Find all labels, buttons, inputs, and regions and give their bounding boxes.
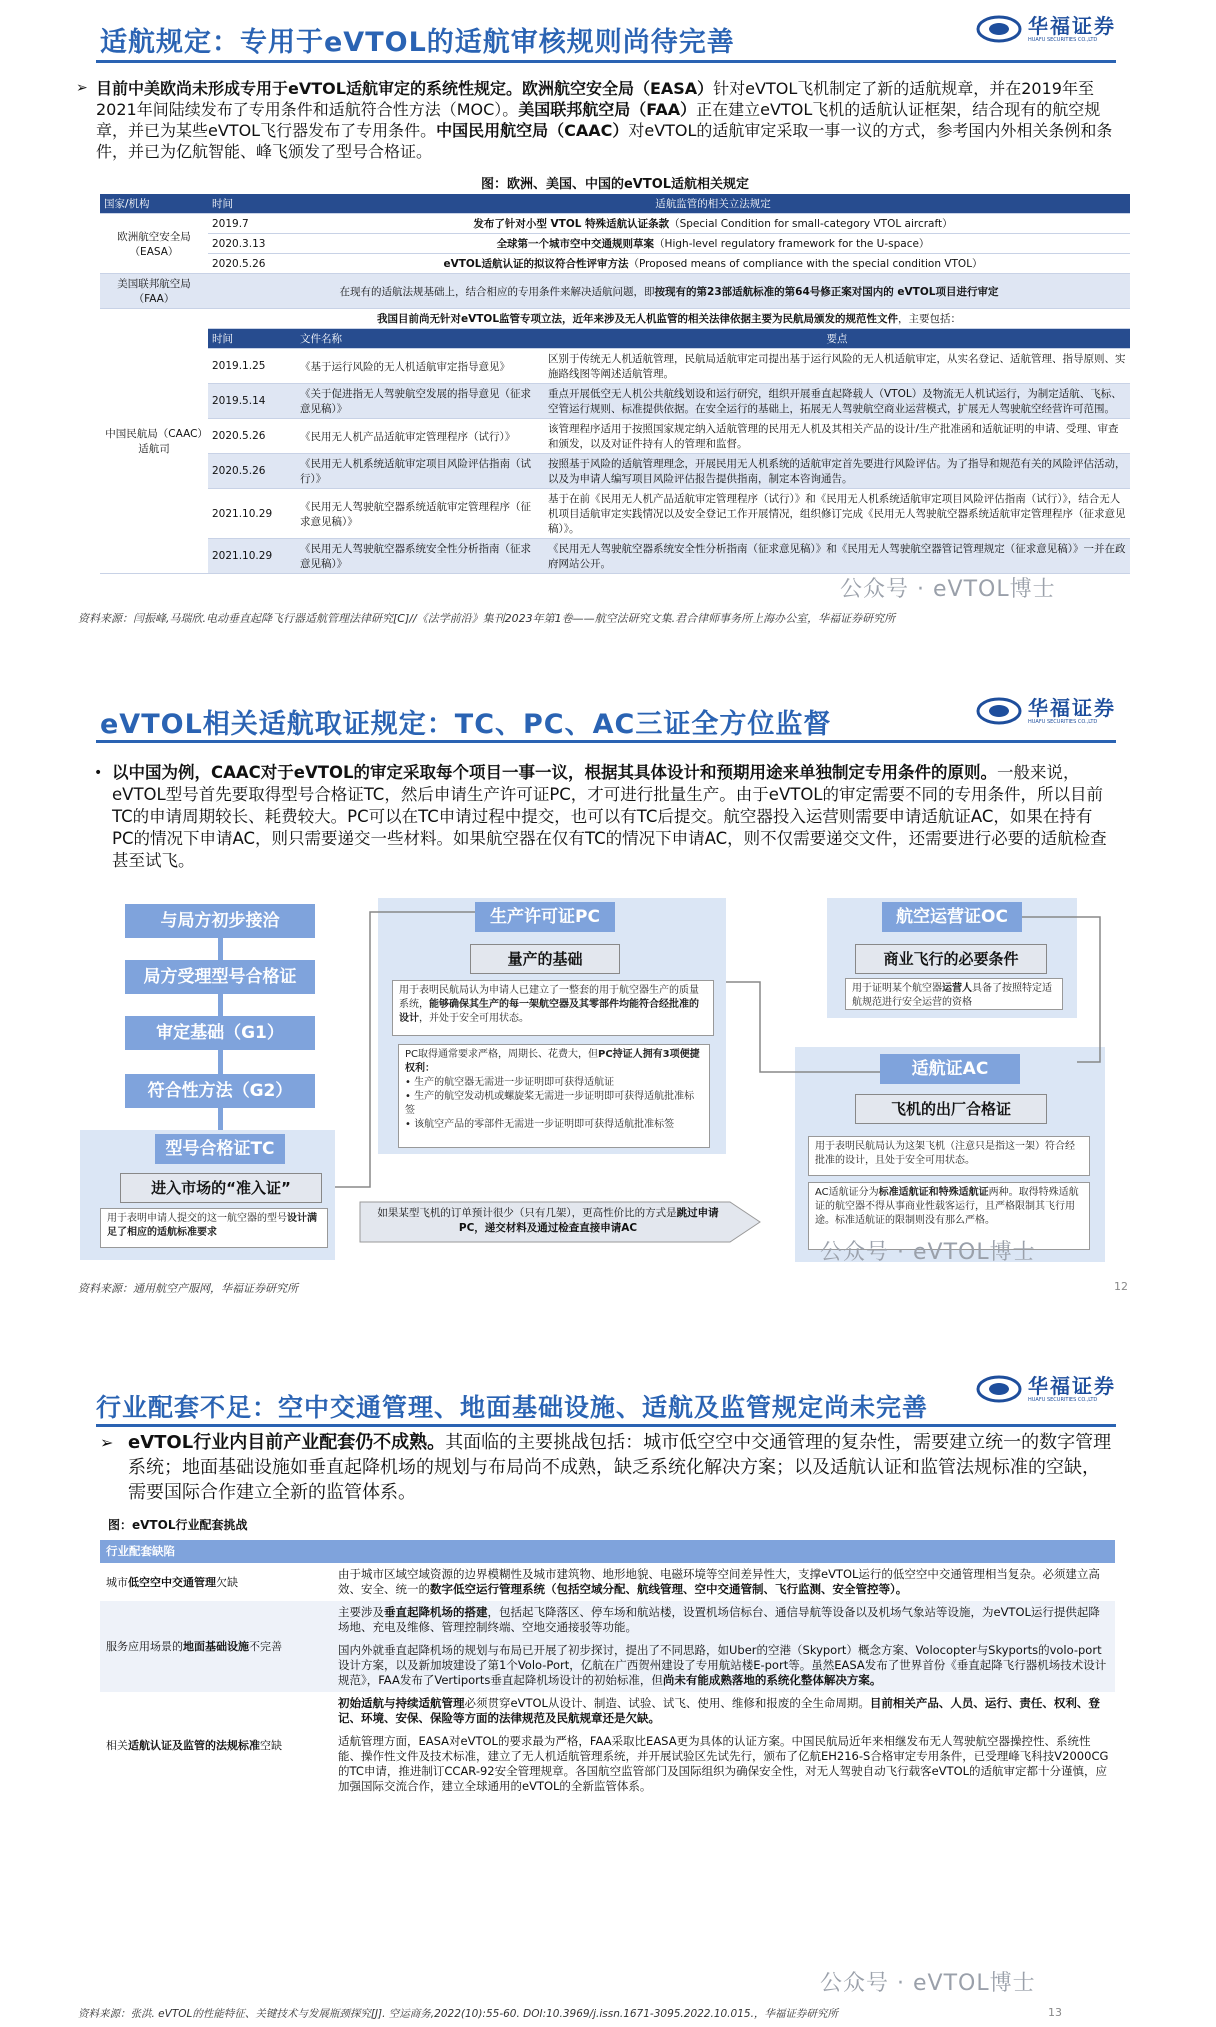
logo bbox=[976, 14, 1116, 44]
step-g2: 符合性方法（G2） bbox=[125, 1074, 315, 1108]
pc-desc: 用于表明民航局认为申请人已建立了一整套的用于航空器生产的质量系统，能够确保其生产的每一架航空器及其零部件均能符合经批准的设计，并处于安全可用状态。 bbox=[392, 980, 714, 1036]
pc-benefits: PC取得通常要求严格，周期长、花费大，但PC持证人拥有3项便捷权利： • 生产的航空器无需进一步证明即可获得适航证 • 生产的航空发动机或螺旋桨无需进一步证明即可获得适航批准标签 • 该航空产品的零部件无需进一步证明即可获得适航批准标签 bbox=[398, 1044, 710, 1148]
title-divider bbox=[96, 1424, 1116, 1427]
huafu-logo-icon bbox=[976, 14, 1022, 44]
step-g1: 审定基础（G1） bbox=[125, 1016, 315, 1050]
ac-sub: 飞机的出厂合格证 bbox=[855, 1094, 1047, 1124]
oc-sub: 商业飞行的必要条件 bbox=[855, 944, 1047, 974]
regulation-table: 国家/机构 时间 适航监管的相关立法规定 欧洲航空安全局（EASA） 2019.7 发布了针对小型 VTOL 特殊适航认证条款（Special Condition for small-category VTOL aircraft） 2020.3.13 全球第一个城市空中交通规则草案（High-level regulatory framework for the U-space） 2020.5.26 eVTOL适航认证的拟议符合性评审方法（Proposed means of compliance with the special condition VTOL） 美国联邦航空局（FAA） 在现有的适航法规基础上，结合相应的专用条件来解决适航问题，即按现有的第23部适航标准的第64号修正案对国内的 eVTOL项目进行审定 中国民航局（CAAC）适航司 我国目前尚无针对eVTOL监管专项立法，近年来涉及无人机监管的相关法律依据主要为民航局颁发的规范性文件，主要包括： 时间 文件名称 要点 2019.1.25 《基于运行风险的无人机适航审定指导意见》 区别于传统无人机适航管理，民航局适航审定司提出基于运行风险的无人机适航审定，从实名登记、适航管理、指导原则、实施路线图等阐述适航管理。 2019.5.14 《关于促进指无人驾驶航空发展的指导意见（征求意见稿）》 重点开展低空无人机公共航线划设和运行研究，组织开展垂直起降载人（VTOL）及物流无人机试运行，为制定适航、飞标、空管运行规则、标准提供依据。在安全运行的基础上，拓展无人驾驶航空商业运营模式，扩展无人驾驶航空经营许可范围。 2020.5.26 《民用无人机产品适航审定管理程序（试行）》 该管理程序适用于按照国家规定纳入适航管理的民用无人机及其相关产品的设计/生产批准函和适航证明的申请、受理、审查和颁发，以及对证件持有人的管理和监督。 2020.5.26 《民用无人机系统适航审定项目风险评估指南（试行）》 按照基于风险的适航管理理念，开展民用无人机系统的适航审定首先要进行风险评估。为了指导和规范有关的风险评估活动，以及为申请人编写项目风险评估报告提供指南，制定本咨询通告。 2021.10.29 《民用无人驾驶航空器系统适航审定管理程序（征求意见稿）》 基于在前《民用无人机产品适航审定管理程序（试行）》和《民用无人机系统适航审定项目风险评估指南（试行）》，结合无人机项目适航审定实践情况以及安全登记工作开展情况，组织修订完成《民用无人驾驶航空器系统适航审定管理程序（征求意见稿）》。 2021.10.29 《民用无人驾驶航空器系统安全性分析指南（征求意见稿）》 《民用无人驾驶航空器系统安全性分析指南（征求意见稿）》和《民用无人驾驶航空器管记管理规定（征求意见稿）》一并在政府网站公开。 bbox=[100, 194, 1130, 574]
slide-airworthiness-rules bbox=[0, 0, 1216, 640]
tc-desc: 用于表明申请人提交的这一航空器的型号设计满足了相应的适航标准要求 bbox=[100, 1208, 328, 1248]
logo-text: 华福证券 bbox=[1028, 13, 1116, 38]
industry-bullet: ➢ eVTOL行业内目前产业配套仍不成熟。其面临的主要挑战包括：城市低空空中交通管理的复杂性，需要建立统一的数字管理系统；地面基础设施如垂直起降机场的规划与布局尚不成熟，缺乏系统化解决方案；以及适航认证和监管法规标准的空缺，需要国际合作建立全新的监管体系。 bbox=[100, 1432, 1112, 1503]
ac-desc: 用于表明民航局认为这架飞机（注意只是指这一架）符合经批准的设计，且处于安全可用状态。 bbox=[808, 1136, 1090, 1176]
step-accept-tc: 局方受理型号合格证 bbox=[125, 960, 315, 994]
intro-bullet: ➢ 目前中美欧尚未形成专用于eVTOL适航审定的系统性规定。欧洲航空安全局（EASA）针对eVTOL飞机制定了新的适航规章，并在2019年至2021年间陆续发布了专用条件和适航符合性方法（MOC）。美国联邦航空局（FAA）正在建立eVTOL飞机的适航认证框架，结合现有的航空规章，并已为某些eVTOL飞行器发布了专用条件。中国民用航空局（CAAC）对eVTOL的适航审定采取一事一议的方式，参考国内外相关条例和条件，并已为亿航智能、峰飞颁发了型号合格证。 bbox=[76, 79, 1113, 161]
step-initial-contact: 与局方初步接洽 bbox=[125, 904, 315, 938]
oc-label: 航空运营证OC bbox=[882, 902, 1022, 932]
page-number: 12 bbox=[1114, 1280, 1128, 1293]
org-faa: 美国联邦航空局（FAA） bbox=[100, 274, 208, 309]
tc-label: 型号合格证TC bbox=[155, 1134, 285, 1164]
org-caac: 中国民航局（CAAC）适航司 bbox=[100, 309, 208, 574]
tc-sub: 进入市场的“准入证” bbox=[120, 1173, 322, 1203]
watermark: 公众号 · eVTOL博士 bbox=[820, 1971, 1036, 1996]
slide-industry-support bbox=[0, 1368, 1216, 2027]
page-number: 13 bbox=[1048, 2006, 1062, 2019]
pc-sub: 量产的基础 bbox=[470, 944, 620, 974]
org-easa: 欧洲航空安全局（EASA） bbox=[100, 214, 208, 274]
bullet-arrow-icon: ➢ bbox=[76, 80, 88, 96]
watermark: 公众号 · eVTOL博士 bbox=[820, 1240, 1036, 1265]
source-note: 资料来源：张洪. eVTOL的性能特征、关键技术与发展瓶颈探究[J]. 空运商务,2022(10):55-60. DOI:10.3969/j.issn.1671-3095.2022.10.015.，华福证券研究所 bbox=[78, 2008, 838, 2020]
slide-title: 行业配套不足：空中交通管理、地面基础设施、适航及监管规定尚未完善 bbox=[96, 1393, 929, 1422]
slide-title: 适航规定：专用于eVTOL的适航审核规则尚待完善 bbox=[100, 27, 735, 58]
logo: 华福证券 HUAFU SECURITIES CO.,LTD bbox=[976, 1374, 1116, 1404]
logo: 华福证券 HUAFU SECURITIES CO.,LTD bbox=[976, 696, 1116, 726]
huafu-logo-icon bbox=[976, 1374, 1022, 1404]
cert-bullet: • 以中国为例，CAAC对于eVTOL的审定采取每个项目一事一议，根据其具体设计和预期用途来单独制定专用条件的原则。一般来说，eVTOL型号首先要取得型号合格证TC，然后申请生产许可证PC，才可进行批量生产。由于eVTOL的审定需要不同的专用条件，所以目前TC的申请周期较长、耗费较大。PC可以在TC申请过程中提交，也可以有TC后提交。航空器投入运营则需要申请适航证AC，如果在持有PC的情况下申请AC，则只需要递交一些材料。如果航空器在仅有TC的情况下申请AC，则不仅需要递交文件，还需要进行必要的适航检查甚至试飞。 bbox=[94, 763, 1107, 870]
ac-note: AC适航证分为标准适航证和特殊适航证两种。取得特殊适航证的航空器不得从事商业性载客运行，且严格限制其飞行用途。标准适航证的限制则没有那么严格。 bbox=[808, 1182, 1090, 1250]
title-divider bbox=[96, 60, 1116, 63]
pc-label: 生产许可证PC bbox=[475, 902, 615, 932]
industry-table: 行业配套缺陷 城市低空空中交通管理欠缺 由于城市区域空域资源的边界模糊性及城市建筑物、地形地貌、电磁环境等空间差异性大，支撑eVTOL运行的低空空中交通管理相当复杂。必须建立高效、安全、统一的数字低空运行管理系统（包括空域分配、航线管理、空中交通管制、飞行监测、安全管控等）。 服务应用场景的地面基础设施不完善 主要涉及垂直起降机场的搭建，包括起飞降落区、停车场和航站楼，设置机场信标台、通信导航等设备以及机场气象站等设施，为eVTOL运行提供起降场地、充电及维修、管理控制终端、空地交通接驳等功能。 国内外就垂直起降机场的规划与布局已开展了初步探讨，提出了不同思路，如Uber的空港（Skyport）概念方案、Volocopter与Skyports的volo-port设计方案，以及新加坡建设了第1个Volo-Port，亿航在广西贺州建设了专用航站楼E-port等。虽然EASA发布了世界首份《垂直起降飞行器机场技术设计规范》，FAA发布了Vertiports垂直起降机场设计的初始标准，但尚未有能成熟落地的系统化整体解决方案。 相关适航认证及监管的法规标准空缺 初始适航与持续适航管理必须贯穿eVTOL从设计、制造、试验、试飞、使用、维修和报废的全生命周期。目前相关产品、人员、运行、责任、权利、登记、环境、安保、保险等方面的法律规范及民航规章还是欠缺。 适航管理方面，EASA对eVTOL的要求最为严格，FAA采取比EASA更为具体的认证方案。中国民航局近年来相继发布无人驾驶航空器操控性、系统性能、操作性文件及技术标准，建立了无人机适航管理系统，并开展试验区先试先行，颁布了亿航EH216-S合格审定专用条件，已受理峰飞科技V2000CG的TC申请，推进制订CCAR-92安全管理规章。各国航空监管部门及国际组织为确保安全性，对无人驾驶自动飞行载客eVTOL的适航审定都十分谨慎，应加强国际交流合作，建立全球通用的eVTOL的全新监管体系。 bbox=[100, 1540, 1115, 1798]
slide-title: eVTOL相关适航取证规定：TC、PC、AC三证全方位监督 bbox=[100, 709, 832, 740]
figure-title: 图：eVTOL行业配套挑战 bbox=[108, 1518, 248, 1532]
source-note: 资料来源：通用航空产服网，华福证券研究所 bbox=[78, 1282, 298, 1295]
watermark: 公众号 · eVTOL博士 bbox=[840, 577, 1056, 602]
shortcut-note: 如果某型飞机的订单预计很少（只有几架），更高性价比的方式是跳过申请PC，递交材料及通过检查直接申请AC bbox=[377, 1207, 719, 1234]
bullet-dot-icon: • bbox=[94, 765, 103, 781]
logo-en-text: HUAFU SECURITIES CO.,LTD bbox=[1028, 36, 1098, 43]
bullet-arrow-icon: ➢ bbox=[100, 1433, 114, 1452]
source-note: 资料来源：闫振峰,马瑞欣.电动垂直起降飞行器适航管理法律研究[C]//《法学前沿》集刊2023年第1卷——航空法研究文集.君合律师事务所上海办公室，华福证券研究所 bbox=[78, 612, 896, 625]
oc-desc: 用于证明某个航空器运营人具备了按照特定适航规范进行安全运营的资格 bbox=[845, 978, 1063, 1010]
ac-label: 适航证AC bbox=[880, 1054, 1020, 1084]
figure-title: 图：欧洲、美国、中国的eVTOL适航相关规定 bbox=[480, 177, 750, 192]
slide-certification bbox=[0, 682, 1216, 1317]
